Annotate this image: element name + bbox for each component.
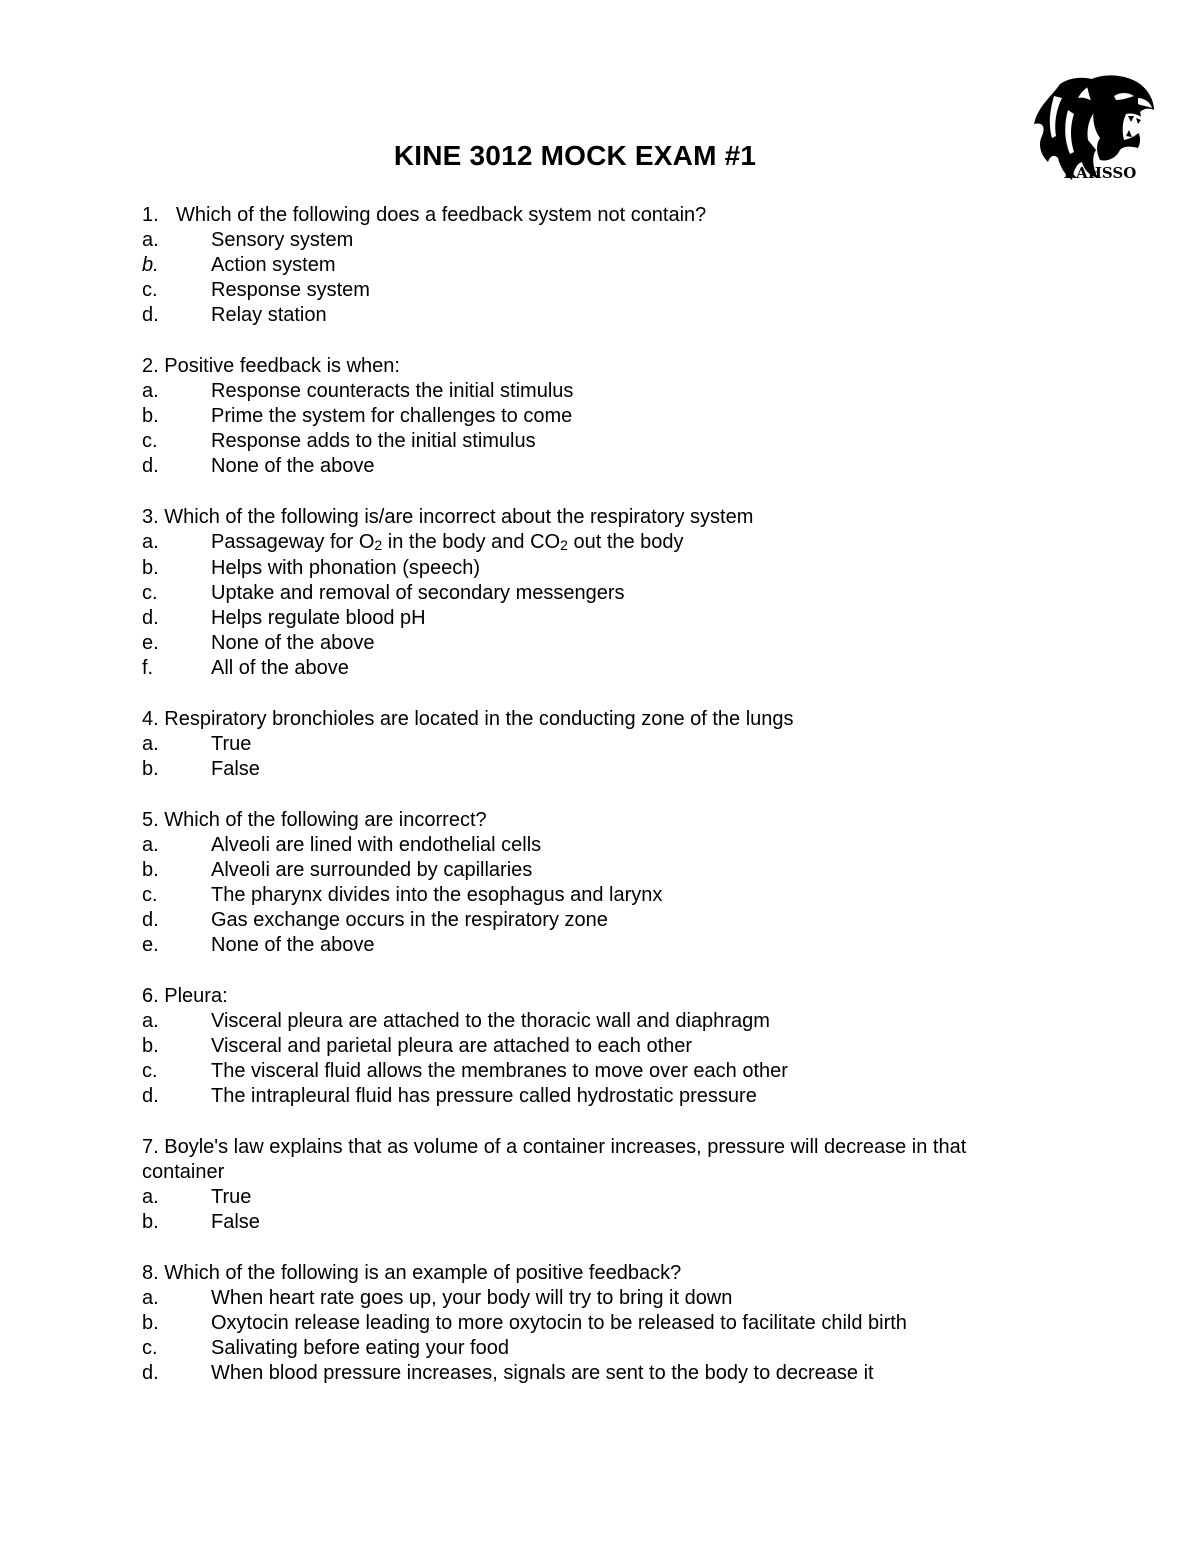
question-text: [142, 505, 1042, 530]
option-letter: a.: [142, 1287, 159, 1309]
option-text-part: in the body and CO: [382, 531, 561, 553]
answer-option: [142, 908, 1042, 933]
question-text: [142, 707, 1042, 732]
option-text: Relay station: [211, 304, 327, 326]
option-letter: c.: [142, 1060, 158, 1082]
option-letter: b.: [142, 758, 159, 780]
option-text: Visceral pleura are attached to the thoracic wall and diaphragm: [211, 1010, 770, 1032]
option-text: [211, 530, 1042, 556]
option-text: Helps regulate blood pH: [211, 607, 426, 629]
answer-option: [142, 530, 1042, 556]
option-letter: a.: [142, 380, 159, 402]
option-text: Uptake and removal of secondary messengers: [211, 582, 625, 604]
answer-option: [142, 1311, 1042, 1336]
question-4: [142, 707, 1042, 782]
question-prompt: Positive feedback is when:: [164, 355, 400, 377]
option-letter: b.: [142, 859, 159, 881]
option-letter: a.: [142, 229, 159, 251]
question-3: [142, 505, 1042, 681]
option-text: False: [211, 1211, 260, 1233]
option-letter: d.: [142, 1085, 159, 1107]
option-letter: c.: [142, 430, 158, 452]
option-letter: e.: [142, 934, 159, 956]
option-letter: e.: [142, 632, 159, 654]
option-text: True: [211, 1186, 252, 1208]
question-list: [142, 203, 1042, 1412]
question-7: [142, 1135, 1042, 1235]
option-letter: d.: [142, 304, 159, 326]
option-text: Alveoli are surrounded by capillaries: [211, 859, 533, 881]
question-6: [142, 984, 1042, 1109]
option-letter: d.: [142, 607, 159, 629]
option-text: Action system: [211, 254, 336, 276]
option-text: Gas exchange occurs in the respiratory zone: [211, 909, 608, 931]
answer-option: [142, 278, 1042, 303]
option-letter: a.: [142, 1010, 159, 1032]
answer-option: [142, 1084, 1042, 1109]
answer-option: [142, 303, 1042, 328]
answer-option: [142, 1210, 1042, 1235]
option-letter: d.: [142, 909, 159, 931]
answer-option: [142, 631, 1042, 656]
option-letter: a.: [142, 1186, 159, 1208]
answer-option: [142, 454, 1042, 479]
question-text: [142, 984, 1042, 1009]
option-text-part: out the body: [567, 531, 684, 553]
question-number: 6.: [142, 985, 159, 1007]
question-prompt: Which of the following is an example of positive feedback?: [164, 1262, 682, 1284]
question-prompt: Which of the following does a feedback system not contain?: [176, 204, 707, 226]
answer-option: [142, 429, 1042, 454]
answer-option: [142, 1009, 1042, 1034]
option-text: The visceral fluid allows the membranes to move over each other: [211, 1060, 788, 1082]
question-prompt: Which of the following is/are incorrect about the respiratory system: [164, 506, 754, 528]
answer-option: [142, 858, 1042, 883]
option-text: None of the above: [211, 934, 375, 956]
question-text: [142, 203, 1042, 228]
option-letter: d.: [142, 1362, 159, 1384]
option-text: False: [211, 758, 260, 780]
subscript: 2: [560, 537, 568, 553]
option-letter: c.: [142, 1337, 158, 1359]
answer-option: [142, 1185, 1042, 1210]
answer-option: [142, 253, 1042, 278]
question-prompt: Which of the following are incorrect?: [164, 809, 487, 831]
option-text: None of the above: [211, 632, 375, 654]
answer-option: [142, 656, 1042, 681]
question-number: 3.: [142, 506, 159, 528]
option-letter: b.: [142, 254, 159, 276]
option-text: The pharynx divides into the esophagus and larynx: [211, 884, 663, 906]
answer-option: [142, 606, 1042, 631]
answer-option: [142, 757, 1042, 782]
option-letter: a.: [142, 531, 159, 553]
question-8: [142, 1261, 1042, 1386]
option-letter: a.: [142, 834, 159, 856]
option-text: Salivating before eating your food: [211, 1337, 509, 1359]
option-text: Visceral and parietal pleura are attached to each other: [211, 1035, 693, 1057]
answer-option: [142, 581, 1042, 606]
answer-option: [142, 933, 1042, 958]
option-text: When blood pressure increases, signals are sent to the body to decrease it: [211, 1362, 874, 1384]
question-2: [142, 354, 1042, 479]
page-title: KINE 3012 MOCK EXAM #1: [393, 140, 757, 171]
option-text: Helps with phonation (speech): [211, 557, 481, 579]
question-prompt: Pleura:: [164, 985, 228, 1007]
option-text: Response counteracts the initial stimulus: [211, 380, 574, 402]
answer-option: [142, 404, 1042, 429]
answer-option: [142, 228, 1042, 253]
option-text: The intrapleural fluid has pressure called hydrostatic pressure: [211, 1085, 757, 1107]
question-number: 7.: [142, 1136, 159, 1158]
logo-wordmark: KAHSSO: [1063, 164, 1137, 182]
question-prompt: Respiratory bronchioles are located in the conducting zone of the lungs: [164, 708, 794, 730]
option-text: Response adds to the initial stimulus: [211, 430, 536, 452]
option-text: Response system: [211, 279, 370, 301]
question-text: [142, 354, 1042, 379]
answer-option: [142, 1336, 1042, 1361]
question-number: 8.: [142, 1262, 159, 1284]
option-text: Oxytocin release leading to more oxytocin to be released to facilitate child birth: [211, 1312, 907, 1334]
question-text: [142, 808, 1042, 833]
question-prompt: Boyle's law explains that as volume of a container increases, pressure will decrease in that container: [142, 1136, 967, 1183]
option-letter: f.: [142, 657, 154, 679]
option-text-part: Passageway for O: [211, 531, 375, 553]
question-number: 2.: [142, 355, 159, 377]
answer-option: [142, 833, 1042, 858]
option-letter: c.: [142, 279, 158, 301]
option-letter: b.: [142, 557, 159, 579]
question-number: 4.: [142, 708, 159, 730]
question-number: 5.: [142, 809, 159, 831]
answer-option: [142, 1034, 1042, 1059]
question-number: 1.: [142, 204, 159, 226]
question-5: [142, 808, 1042, 958]
answer-option: [142, 379, 1042, 404]
question-text: [142, 1135, 1042, 1185]
option-letter: c.: [142, 884, 158, 906]
option-letter: d.: [142, 455, 159, 477]
answer-option: [142, 1361, 1042, 1386]
answer-option: [142, 1286, 1042, 1311]
question-1: [142, 203, 1042, 328]
answer-option: [142, 556, 1042, 581]
option-letter: b.: [142, 1312, 159, 1334]
option-text: Alveoli are lined with endothelial cells: [211, 834, 542, 856]
option-letter: a.: [142, 733, 159, 755]
subscript: 2: [374, 537, 383, 553]
option-text: Sensory system: [211, 229, 354, 251]
option-text: All of the above: [211, 657, 349, 679]
answer-option: [142, 732, 1042, 757]
question-text: [142, 1261, 1042, 1286]
option-text: When heart rate goes up, your body will try to bring it down: [211, 1287, 733, 1309]
answer-option: [142, 883, 1042, 908]
option-letter: b.: [142, 1211, 159, 1233]
option-letter: c.: [142, 582, 158, 604]
option-text: None of the above: [211, 455, 375, 477]
option-text: Prime the system for challenges to come: [211, 405, 573, 427]
option-text: True: [211, 733, 252, 755]
option-letter: b.: [142, 405, 159, 427]
option-letter: b.: [142, 1035, 159, 1057]
answer-option: [142, 1059, 1042, 1084]
